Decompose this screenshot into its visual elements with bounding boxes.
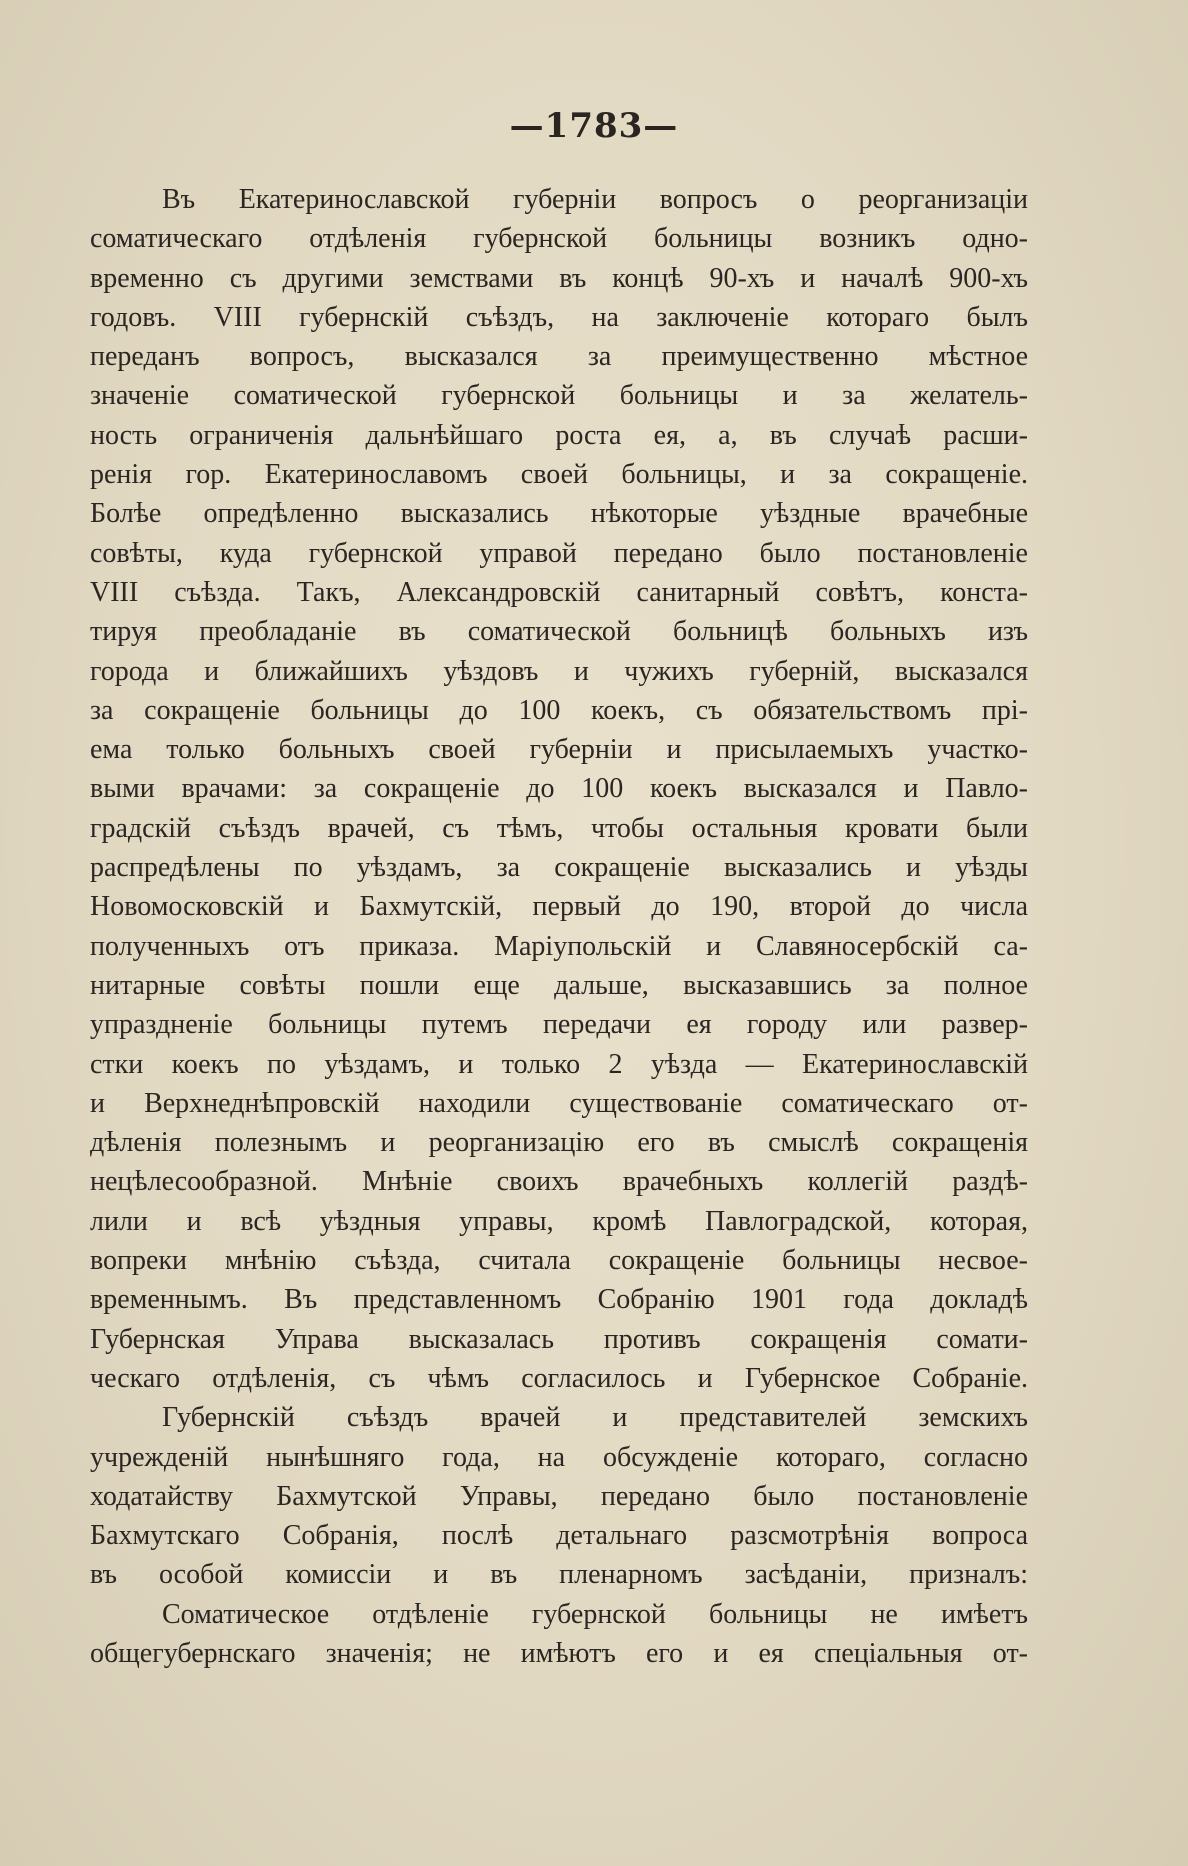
text-line: временнымъ. Въ представленномъ Собранію 1901 года докладѣ	[90, 1284, 1028, 1316]
text-line: ходатайству Бахмутской Управы, передано было постановленіе	[90, 1480, 1028, 1512]
text-line: Въ Екатеринославской губерніи вопросъ о реорганизаціи	[162, 184, 1028, 215]
text-line: нитарные совѣты пошли еще дальше, высказавшись за полное	[90, 969, 1028, 1001]
text-line: Соматическое отдѣленіе губернской больницы не имѣетъ	[162, 1598, 1028, 1630]
text-line: временно съ другими земствами въ концѣ 90-хъ и началѣ 900-хъ	[90, 262, 1028, 294]
text-line: ность ограниченія дальнѣйшаго роста ея, а, въ случаѣ расши-	[90, 419, 1028, 451]
text-line: за сокращеніе больницы до 100 коекъ, съ обязательствомъ прі-	[90, 694, 1028, 726]
text-line: выми врачами: за сокращеніе до 100 коекъ высказался и Павло-	[90, 773, 1028, 805]
text-line: значеніе соматической губернской больницы и за желатель-	[90, 380, 1028, 412]
text-line: тируя преобладаніе въ соматической больницѣ больныхъ изъ	[90, 616, 1028, 648]
text-line: дѣленія полезнымъ и реорганизацію его въ смыслѣ сокращенія	[90, 1127, 1028, 1159]
text-line: соматическаго отдѣленія губернской больницы возникъ одно-	[90, 223, 1028, 255]
text-line: лили и всѣ уѣздныя управы, кромѣ Павлоградской, которая,	[90, 1205, 1028, 1237]
text-line: города и ближайшихъ уѣздовъ и чужихъ губерній, высказался	[90, 655, 1028, 687]
paragraph-3	[90, 1595, 1028, 1674]
text-line: годовъ. VIII губернскій съѣздъ, на заключеніе котораго былъ	[90, 301, 1028, 333]
text-line: переданъ вопросъ, высказался за преимущественно мѣстное	[90, 341, 1028, 373]
page-number: —1783—	[509, 106, 679, 146]
text-line: ческаго отдѣленія, съ чѣмъ согласилось и Губернское Собраніе.	[90, 1362, 1028, 1394]
text-line: въ особой комиссіи и въ пленарномъ засѣданіи, призналъ:	[90, 1559, 1028, 1591]
paragraph-1	[90, 180, 1028, 1398]
text-line: вопреки мнѣнію съѣзда, считала сокращеніе больницы несвое-	[90, 1245, 1028, 1277]
text-line: Бахмутскаго Собранія, послѣ детальнаго разсмотрѣнія вопроса	[90, 1520, 1028, 1552]
body-text	[90, 180, 1028, 1673]
text-line: нецѣлесообразной. Мнѣніе своихъ врачебныхъ коллегій раздѣ-	[90, 1166, 1028, 1198]
text-line: Губернская Управа высказалась противъ сокращенія сомати-	[90, 1323, 1028, 1355]
text-line: совѣты, куда губернской управой передано было постановленіе	[90, 537, 1028, 569]
text-line: Губернскій съѣздъ врачей и представителей земскихъ	[162, 1402, 1028, 1434]
text-line: Новомосковскій и Бахмутскій, первый до 190, второй до числа	[90, 891, 1028, 923]
text-line: распредѣлены по уѣздамъ, за сокращеніе высказались и уѣзды	[90, 852, 1028, 884]
text-line: упраздненіе больницы путемъ передачи ея городу или развер-	[90, 1009, 1028, 1041]
text-line: градскій съѣздъ врачей, съ тѣмъ, чтобы остальныя кровати были	[90, 812, 1028, 844]
text-line: и Верхнеднѣпровскій находили существованіе соматическаго от-	[90, 1087, 1028, 1119]
text-line: общегубернскаго значенія; не имѣютъ его и ея спеціальныя от-	[90, 1637, 1028, 1669]
paragraph-2	[90, 1398, 1028, 1594]
text-line: стки коекъ по уѣздамъ, и только 2 уѣзда — Екатеринославскій	[90, 1048, 1028, 1080]
text-line: Болѣе опредѣленно высказались нѣкоторые уѣздные врачебные	[90, 498, 1028, 530]
text-line: ема только больныхъ своей губерніи и присылаемыхъ участко-	[90, 734, 1028, 766]
text-line: учрежденій нынѣшняго года, на обсужденіе котораго, согласно	[90, 1441, 1028, 1473]
text-line: VIII съѣзда. Такъ, Александровскій санитарный совѣтъ, конста-	[90, 576, 1028, 608]
text-line: полученныхъ отъ приказа. Маріупольскій и Славяносербскій са-	[90, 930, 1028, 962]
text-line: ренія гор. Екатеринославомъ своей больницы, и за сокращеніе.	[90, 459, 1028, 491]
